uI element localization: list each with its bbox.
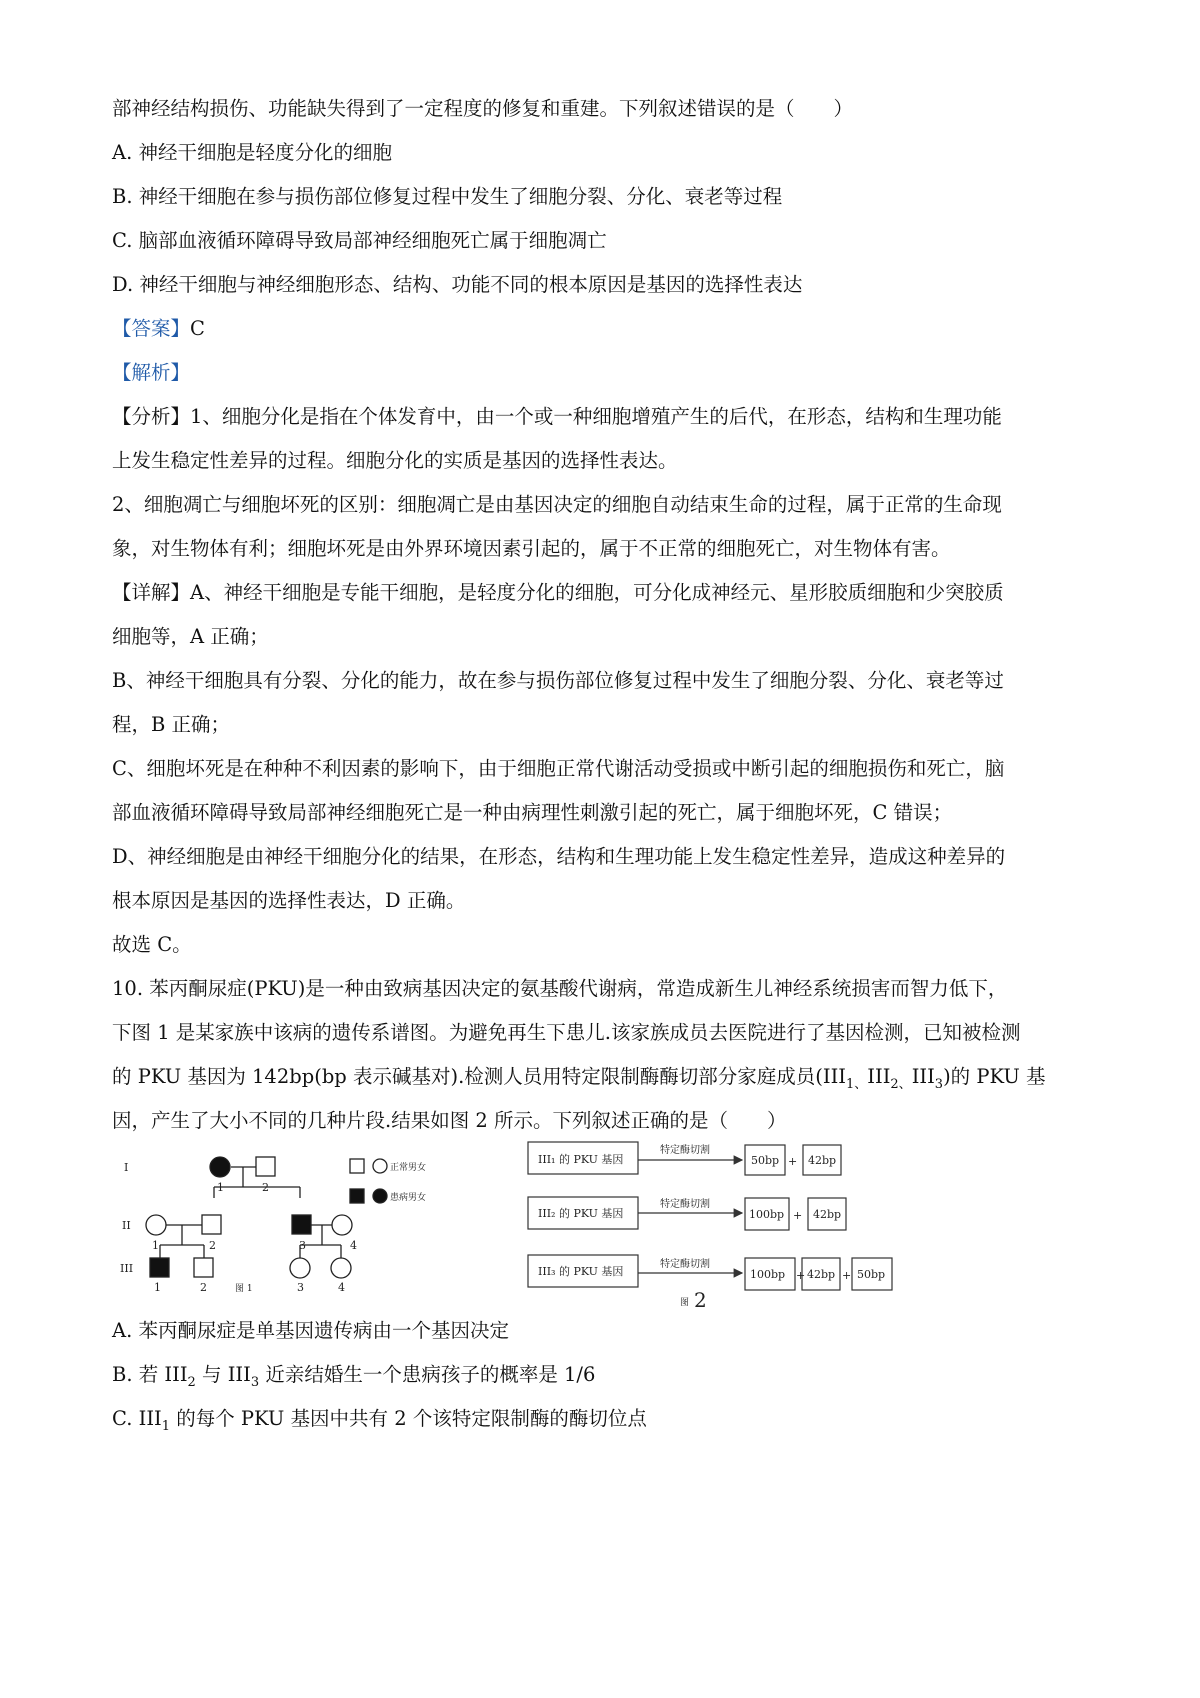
affected-male-symbol	[292, 1215, 311, 1234]
svg-text:3: 3	[297, 1281, 304, 1294]
generation-label: I	[124, 1161, 129, 1174]
svg-text:1: 1	[217, 1181, 224, 1194]
q10-option-a: A. 苯丙酮尿症是单基因遗传病由一个基因决定	[112, 1319, 509, 1342]
analysis-line: 【详解】A、神经干细胞是专能干细胞，是轻度分化的细胞，可分化成神经元、星形胶质细胞和少突胶质	[112, 581, 1004, 604]
answer-line	[112, 315, 1112, 343]
q10-stem-line: 下图 1 是某家族中该病的遗传系谱图。为避免再生下患儿.该家族成员去医院进行了基因检测，已知被检测	[112, 1021, 1021, 1044]
legend-male-normal-symbol	[350, 1159, 364, 1173]
fragment-label: 42bp	[813, 1208, 842, 1221]
svg-text:1: 1	[154, 1281, 161, 1294]
analysis-line: 故选 C。	[112, 933, 192, 956]
q10-stem-line: 因，产生了大小不同的几种片段.结果如图 2 所示。下列叙述正确的是（ ）	[112, 1109, 787, 1132]
option-d: D. 神经干细胞与神经细胞形态、结构、功能不同的根本原因是基因的选择性表达	[112, 273, 803, 296]
legend-female-normal-symbol	[373, 1159, 387, 1173]
legend-affected-label: 患病男女	[390, 1193, 427, 1203]
figure2-caption: 图	[680, 1298, 690, 1308]
fragment-label: 42bp	[808, 1154, 837, 1167]
q10-option-c: C. $III_1$ 的每个 PKU 基因中共有 2 个该特定限制酶的酶切位点	[112, 1407, 647, 1434]
normal-female-symbol	[290, 1258, 310, 1278]
plus-sign: +	[796, 1269, 806, 1282]
pedigree-figure	[112, 1145, 512, 1305]
option-a: A. 神经干细胞是轻度分化的细胞	[112, 141, 392, 164]
plus-sign: +	[788, 1155, 798, 1168]
affected-male-symbol	[150, 1258, 169, 1277]
svg-text:1: 1	[152, 1239, 159, 1252]
analysis-line: 象，对生物体有利；细胞坏死是由外界环境因素引起的，属于不正常的细胞死亡，对生物体有害。	[112, 537, 951, 560]
normal-female-symbol	[331, 1258, 351, 1278]
generation-label: III	[120, 1262, 134, 1275]
plus-sign: +	[842, 1269, 852, 1282]
option-b: B. 神经干细胞在参与损伤部位修复过程中发生了细胞分裂、分化、衰老等过程	[112, 185, 783, 208]
normal-male-symbol	[256, 1157, 275, 1176]
analysis-line: 细胞等，A 正确；	[112, 625, 269, 648]
arrow-label: 特定酶切割	[660, 1259, 710, 1270]
q10-stem-line: 10. 苯丙酮尿症(PKU)是一种由致病基因决定的氨基酸代谢病，常造成新生儿神经系统损害而智力低下，	[112, 977, 1008, 1000]
analysis-line: 根本原因是基因的选择性表达，D 正确。	[112, 889, 466, 912]
fragment-label: 42bp	[807, 1268, 836, 1281]
normal-male-symbol	[194, 1258, 213, 1277]
normal-female-symbol	[332, 1215, 352, 1235]
normal-female-symbol	[146, 1215, 166, 1235]
analysis-line: 程，B 正确；	[112, 713, 231, 736]
figure2-caption-number: 2	[694, 1288, 707, 1312]
gene-source-label: III₁ 的 PKU 基因	[538, 1153, 624, 1166]
svg-text:2: 2	[262, 1181, 269, 1194]
analysis-line: D、神经细胞是由神经干细胞分化的结果，在形态，结构和生理功能上发生稳定性差异，造成这种差异的	[112, 845, 1006, 868]
arrow-label: 特定酶切割	[660, 1199, 710, 1210]
legend-male-affected-symbol	[350, 1189, 364, 1203]
svg-text:4: 4	[338, 1281, 345, 1294]
figure1-caption: 图 1	[235, 1284, 253, 1294]
q10-option-b: B. 若 $III_2$ 与 $III_3$ 近亲结婚生一个患病孩子的概率是 1/6	[112, 1363, 596, 1390]
plus-sign: +	[793, 1209, 803, 1222]
digestion-figure	[520, 1140, 950, 1315]
normal-male-symbol	[202, 1215, 221, 1234]
gene-source-label: III₃ 的 PKU 基因	[538, 1265, 624, 1278]
fragment-label: 100bp	[750, 1268, 786, 1281]
answer-label: 【答案】	[112, 317, 191, 340]
svg-text:4: 4	[350, 1239, 357, 1252]
fragment-label: 50bp	[751, 1154, 780, 1167]
svg-text:3: 3	[299, 1239, 306, 1252]
analysis-label	[112, 359, 1112, 387]
analysis-line: 【分析】1、细胞分化是指在个体发育中，由一个或一种细胞增殖产生的后代，在形态，结构和生理功能	[112, 405, 1002, 428]
question-stem: 部神经结构损伤、功能缺失得到了一定程度的修复和重建。下列叙述错误的是（ ）	[112, 97, 854, 120]
answer-value: C	[190, 317, 205, 340]
affected-female-symbol	[210, 1157, 230, 1177]
legend-normal-label: 正常男女	[390, 1163, 427, 1173]
option-c: C. 脑部血液循环障碍导致局部神经细胞死亡属于细胞凋亡	[112, 229, 607, 252]
arrow-label: 特定酶切割	[660, 1145, 710, 1156]
svg-text:2: 2	[209, 1239, 216, 1252]
analysis-line: 上发生稳定性差异的过程。细胞分化的实质是基因的选择性表达。	[112, 449, 678, 472]
generation-label: II	[122, 1219, 131, 1232]
analysis-line: B、神经干细胞具有分裂、分化的能力，故在参与损伤部位修复过程中发生了细胞分裂、分化、衰老等过	[112, 669, 1004, 692]
fragment-label: 50bp	[857, 1268, 886, 1281]
analysis-line: C、细胞坏死是在种种不利因素的影响下，由于细胞正常代谢活动受损或中断引起的细胞损伤和死亡，脑	[112, 757, 1005, 780]
svg-text:2: 2	[200, 1281, 207, 1294]
analysis-line: 2、细胞凋亡与细胞坏死的区别：细胞凋亡是由基因决定的细胞自动结束生命的过程，属于正常的生命现	[112, 493, 1002, 516]
fragment-label: 100bp	[749, 1208, 785, 1221]
analysis-heading: 【解析】	[112, 361, 191, 384]
legend-female-affected-symbol	[373, 1189, 387, 1203]
gene-source-label: III₂ 的 PKU 基因	[538, 1207, 624, 1220]
q10-stem-line: 的 PKU 基因为 142bp(bp 表示碱基对).检测人员用特定限制酶酶切部分家庭成员$(III_{1、}III_{2、}III_3)$的 PKU 基	[112, 1065, 1046, 1092]
analysis-line: 部血液循环障碍导致局部神经细胞死亡是一种由病理性刺激引起的死亡，属于细胞坏死，C 错误；	[112, 801, 953, 824]
